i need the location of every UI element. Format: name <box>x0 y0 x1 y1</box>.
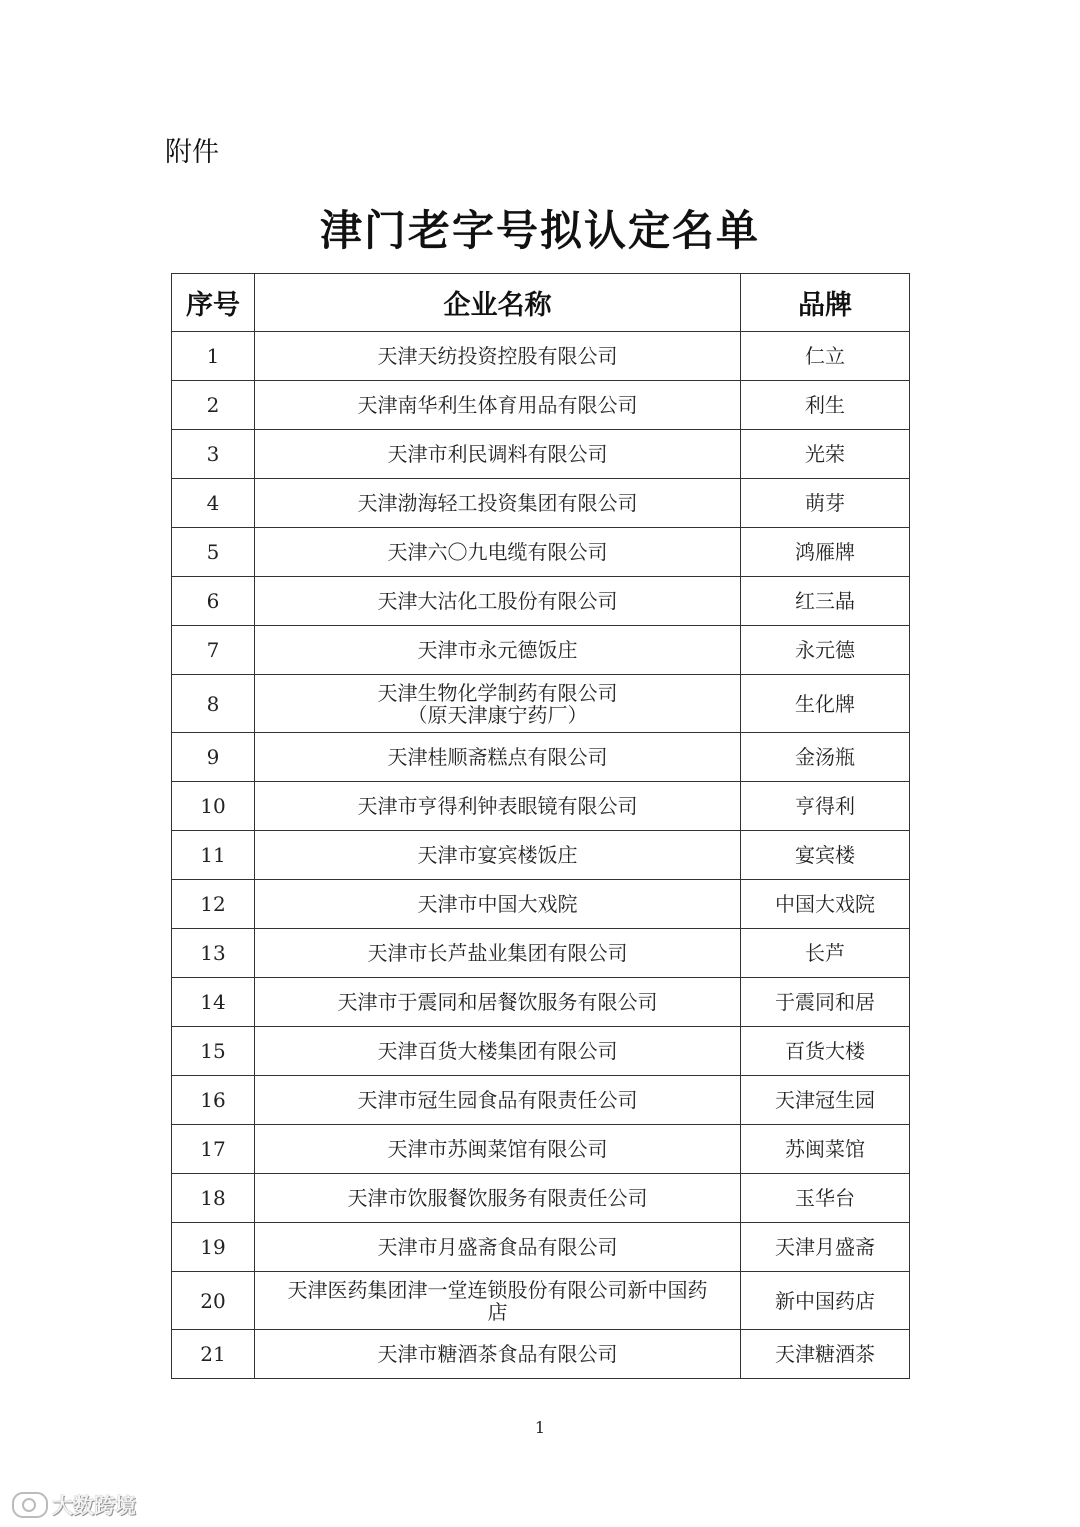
brand-name: 生化牌 <box>741 675 910 733</box>
table-row <box>172 1330 910 1379</box>
row-number: 17 <box>172 1125 255 1174</box>
column-header-brand: 品牌 <box>741 274 910 332</box>
company-name: 天津南华利生体育用品有限公司 <box>357 393 638 417</box>
brand-name: 光荣 <box>741 430 910 479</box>
table-row <box>172 880 910 929</box>
table-row <box>172 1125 910 1174</box>
company-name: 天津市冠生园食品有限责任公司 <box>357 1088 638 1112</box>
row-number: 4 <box>172 479 255 528</box>
company-name-cell <box>255 626 741 675</box>
company-name-cell <box>255 332 741 381</box>
company-name-cell <box>255 831 741 880</box>
row-number: 13 <box>172 929 255 978</box>
table-row <box>172 626 910 675</box>
brand-name: 亨得利 <box>741 782 910 831</box>
watermark-logo-icon <box>12 1492 48 1518</box>
table-row <box>172 675 910 733</box>
row-number: 19 <box>172 1223 255 1272</box>
brand-name: 百货大楼 <box>741 1027 910 1076</box>
company-name: 天津生物化学制药有限公司 <box>377 680 618 705</box>
company-name-line2: 店 <box>487 1299 508 1324</box>
table-row <box>172 479 910 528</box>
brand-name: 中国大戏院 <box>741 880 910 929</box>
brand-name: 天津月盛斋 <box>741 1223 910 1272</box>
document-title: 津门老字号拟认定名单 <box>319 206 760 255</box>
watermark-text: 大数跨境 <box>52 1494 136 1518</box>
brand-name: 永元德 <box>741 626 910 675</box>
brand-name: 长芦 <box>741 929 910 978</box>
row-number: 12 <box>172 880 255 929</box>
company-name: 天津市永元德饭庄 <box>417 638 578 662</box>
brand-name: 萌芽 <box>741 479 910 528</box>
table-row <box>172 1272 910 1330</box>
table-row <box>172 1223 910 1272</box>
company-name: 天津六〇九电缆有限公司 <box>387 540 608 564</box>
row-number: 14 <box>172 978 255 1027</box>
brand-name: 红三晶 <box>741 577 910 626</box>
page-number: 1 <box>534 1418 546 1437</box>
column-header-number: 序号 <box>172 274 255 332</box>
brand-name: 天津糖酒茶 <box>741 1330 910 1379</box>
company-name-cell <box>255 1223 741 1272</box>
company-name-cell <box>255 733 741 782</box>
column-header-company: 企业名称 <box>255 274 741 332</box>
company-name: 天津渤海轻工投资集团有限公司 <box>357 491 638 515</box>
table-row <box>172 929 910 978</box>
attachment-label: 附件 <box>165 137 219 168</box>
row-number: 18 <box>172 1174 255 1223</box>
company-name-cell <box>255 1272 741 1330</box>
company-name-cell <box>255 880 741 929</box>
row-number: 9 <box>172 733 255 782</box>
company-name-cell <box>255 1125 741 1174</box>
company-name: 天津市长芦盐业集团有限公司 <box>367 941 628 965</box>
company-name-cell <box>255 1330 741 1379</box>
table-row <box>172 430 910 479</box>
row-number: 6 <box>172 577 255 626</box>
company-name: 天津市中国大戏院 <box>417 892 578 916</box>
brand-name: 鸿雁牌 <box>741 528 910 577</box>
company-name: 天津市宴宾楼饭庄 <box>417 843 578 867</box>
company-name-cell <box>255 1174 741 1223</box>
table-row <box>172 782 910 831</box>
company-name-cell <box>255 978 741 1027</box>
brand-name: 新中国药店 <box>741 1272 910 1330</box>
row-number: 1 <box>172 332 255 381</box>
row-number: 11 <box>172 831 255 880</box>
brand-name: 玉华台 <box>741 1174 910 1223</box>
name-list-table <box>171 273 910 1379</box>
company-name-cell <box>255 782 741 831</box>
company-name: 天津市利民调料有限公司 <box>387 442 608 466</box>
company-name-cell <box>255 1076 741 1125</box>
table-row <box>172 1076 910 1125</box>
brand-name: 仁立 <box>741 332 910 381</box>
company-name-cell <box>255 577 741 626</box>
table-row <box>172 733 910 782</box>
company-name-cell <box>255 381 741 430</box>
row-number: 8 <box>172 675 255 733</box>
brand-name: 金汤瓶 <box>741 733 910 782</box>
company-name-cell <box>255 479 741 528</box>
company-name-cell <box>255 929 741 978</box>
company-name: 天津百货大楼集团有限公司 <box>377 1039 618 1063</box>
company-name-line2: （原天津康宁药厂） <box>407 702 588 727</box>
brand-name: 苏闽菜馆 <box>741 1125 910 1174</box>
company-name: 天津市月盛斋食品有限公司 <box>377 1235 618 1259</box>
row-number: 10 <box>172 782 255 831</box>
row-number: 15 <box>172 1027 255 1076</box>
watermark <box>12 1490 136 1520</box>
company-name: 天津市亨得利钟表眼镜有限公司 <box>357 794 638 818</box>
company-name: 天津桂顺斋糕点有限公司 <box>387 745 608 769</box>
company-name: 天津市饮服餐饮服务有限责任公司 <box>347 1186 648 1210</box>
row-number: 16 <box>172 1076 255 1125</box>
brand-name: 宴宾楼 <box>741 831 910 880</box>
table-body <box>172 332 910 1379</box>
company-name: 天津天纺投资控股有限公司 <box>377 344 618 368</box>
company-name: 天津大沽化工股份有限公司 <box>377 589 618 613</box>
table-row <box>172 577 910 626</box>
table-row <box>172 831 910 880</box>
table-row <box>172 978 910 1027</box>
row-number: 21 <box>172 1330 255 1379</box>
company-name-cell <box>255 430 741 479</box>
company-name-cell <box>255 528 741 577</box>
company-name-cell <box>255 1027 741 1076</box>
company-name-cell <box>255 675 741 733</box>
company-name: 天津医药集团津一堂连锁股份有限公司新中国药 <box>287 1277 708 1302</box>
brand-name: 于震同和居 <box>741 978 910 1027</box>
table-row <box>172 1027 910 1076</box>
row-number: 20 <box>172 1272 255 1330</box>
company-name: 天津市糖酒茶食品有限公司 <box>377 1342 618 1366</box>
company-name: 天津市苏闽菜馆有限公司 <box>387 1137 608 1161</box>
table-row <box>172 1174 910 1223</box>
table-row <box>172 528 910 577</box>
row-number: 7 <box>172 626 255 675</box>
row-number: 2 <box>172 381 255 430</box>
company-name: 天津市于震同和居餐饮服务有限公司 <box>337 990 658 1014</box>
row-number: 5 <box>172 528 255 577</box>
table-row <box>172 332 910 381</box>
brand-name: 天津冠生园 <box>741 1076 910 1125</box>
brand-name: 利生 <box>741 381 910 430</box>
row-number: 3 <box>172 430 255 479</box>
table-header-row <box>172 274 910 332</box>
table-row <box>172 381 910 430</box>
